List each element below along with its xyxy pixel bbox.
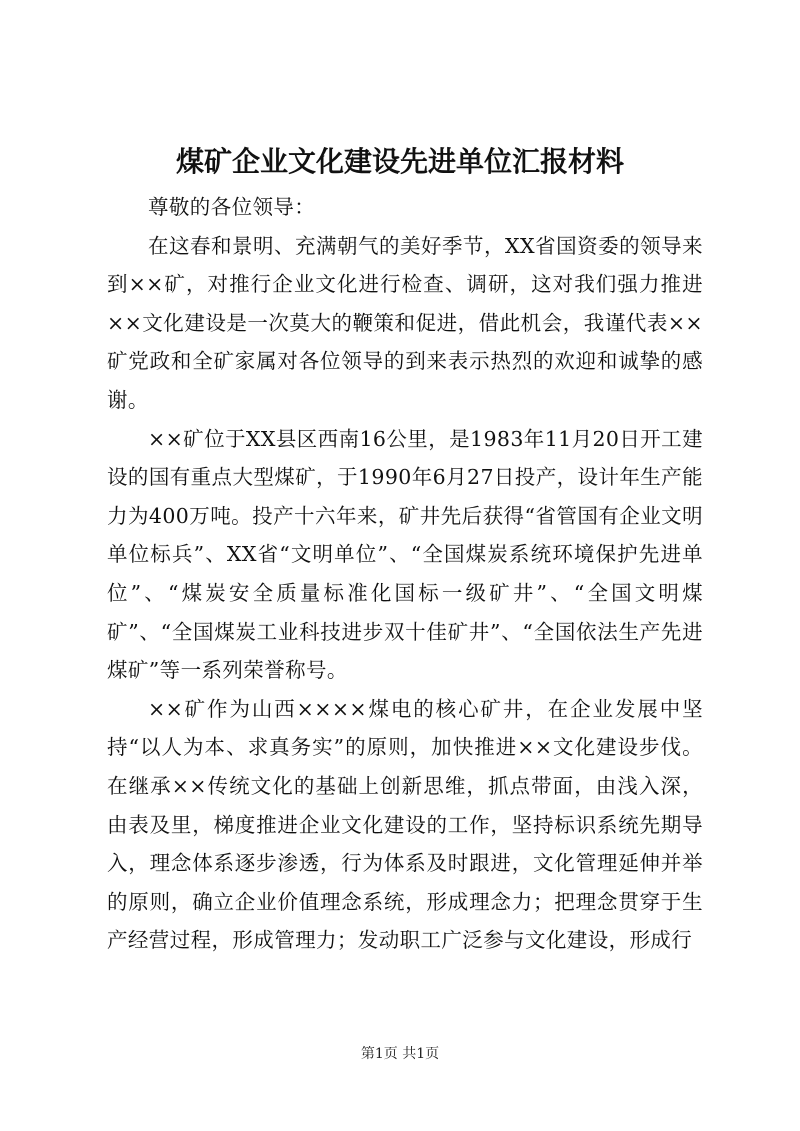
- page-footer: 第1页 共1页: [360, 1046, 440, 1062]
- document-title: 煤矿企业文化建设先进单位汇报材料: [175, 145, 624, 178]
- paragraph-2: ××矿位于XX县区西南16公里，是1983年11月20日开工建设的国有重点大型煤矿，于1990年6月27日投产，设计年生产能力为400万吨。投产十六年来，矿井先后获得“省管国有企业文明单位标兵”、XX省“文明单位”、“全国煤炭系统环境保护先进单位”、“煤炭安全质量标准化国标一级矿井”、“全国文明煤矿”、“全国煤炭工业科技进步双十佳矿井”、“全国依法生产先进煤矿”等一系列荣誉称号。: [107, 426, 703, 683]
- paragraph-3: ××矿作为山西××××煤电的核心矿井，在企业发展中坚持“以人为本、求真务实”的原则，加快推进××文化建设步伐。在继承××传统文化的基础上创新思维，抓点带面，由浅入深，由表及里，梯度推进企业文化建设的工作，坚持标识系统先期导入，理念体系逐步渗透，行为体系及时跟进，文化管理延伸并举的原则，确立企业价值理念系统，形成理念力；把理念贯穿于生产经营过程，形成管理力；发动职工广泛参与文化建设，形成行: [107, 696, 703, 953]
- paragraph-1: 在这春和景明、充满朝气的美好季节，XX省国资委的领导来到××矿，对推行企业文化进行检查、调研，这对我们强力推进××文化建设是一次莫大的鞭策和促进，借此机会，我谨代表××矿党政和全矿家属对各位领导的到来表示热烈的欢迎和诚挚的感谢。: [107, 233, 703, 412]
- salutation: 尊敬的各位领导：: [148, 195, 316, 219]
- document-body: [107, 188, 703, 960]
